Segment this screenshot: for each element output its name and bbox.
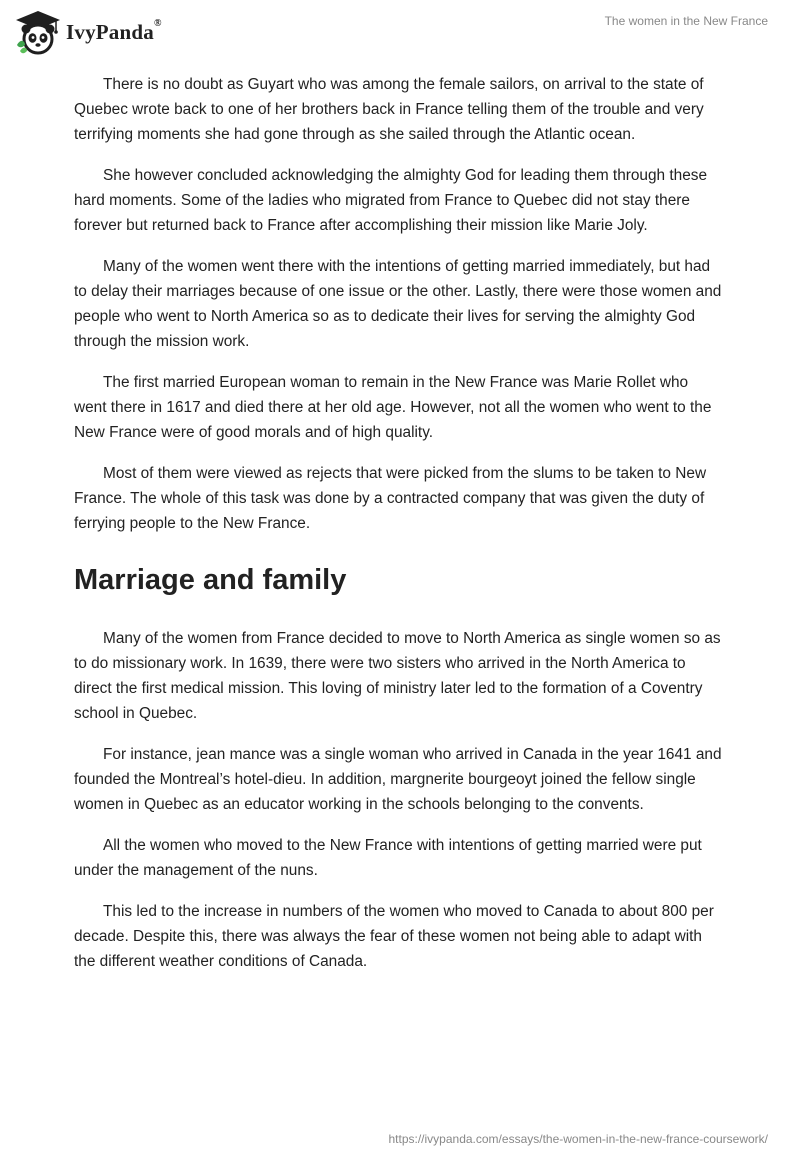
page-header xyxy=(0,0,800,64)
section-heading: Marriage and family xyxy=(74,564,347,596)
paragraph: She however concluded acknowledging the almighty God for leading them through these hard moments. Some of the ladies who migrated from France to Quebec did not stay there forever but returned back to France after accomplishing their mission like Marie Joly. xyxy=(74,167,708,234)
registered-mark: ® xyxy=(153,17,162,29)
essay-body xyxy=(74,72,724,990)
paragraph: All the women who moved to the New France with intentions of getting married were put under the management of the nuns. xyxy=(74,837,702,879)
paragraph: For instance, jean mance was a single woman who arrived in Canada in the year 1641 and founded the Montreal’s hotel-dieu. In addition, margnerite bourgeoyt joined the fellow single women in Quebec as an educator working in the schools belonging to the convents. xyxy=(74,746,722,813)
paragraph: Most of them were viewed as rejects that were picked from the slums to be taken to New France. The whole of this task was done by a contracted company that was given the duty of ferrying people to the New France. xyxy=(74,465,707,532)
source-url[interactable]: https://ivypanda.com/essays/the-women-in-the-new-france-coursework/ xyxy=(388,1132,768,1146)
ivypanda-logo[interactable] xyxy=(14,8,162,56)
paragraph: There is no doubt as Guyart who was among the female sailors, on arrival to the state of Quebec wrote back to one of her brothers back in France telling them of the trouble and very terrifying moments she had gone through as she sailed through the Atlantic ocean. xyxy=(74,76,704,143)
paragraph: Many of the women went there with the intentions of getting married immediately, but had to delay their marriages because of one issue or the other. Lastly, there were those women and people who went to North America so as to dedicate their lives for serving the almighty God through the mission work. xyxy=(74,258,722,350)
document-title: The women in the New France xyxy=(604,14,768,28)
paragraph: Many of the women from France decided to move to North America as single women so as to do missionary work. In 1639, there were two sisters who arrived in the North America to direct the first medical mission. This loving of ministry later led to the formation of a Coventry school in Quebec. xyxy=(74,630,721,722)
paragraph: The first married European woman to remain in the New France was Marie Rollet who went there in 1617 and died there at her old age. However, not all the women who went to the New France were of good morals and of high quality. xyxy=(74,374,712,441)
paragraph: This led to the increase in numbers of the women who moved to Canada to about 800 per decade. Despite this, there was always the fear of these women not being able to adapt with the different weather conditions of Canada. xyxy=(74,903,714,970)
brand-name: IvyPanda® xyxy=(66,17,162,44)
panda-graduation-cap-icon xyxy=(14,9,62,55)
